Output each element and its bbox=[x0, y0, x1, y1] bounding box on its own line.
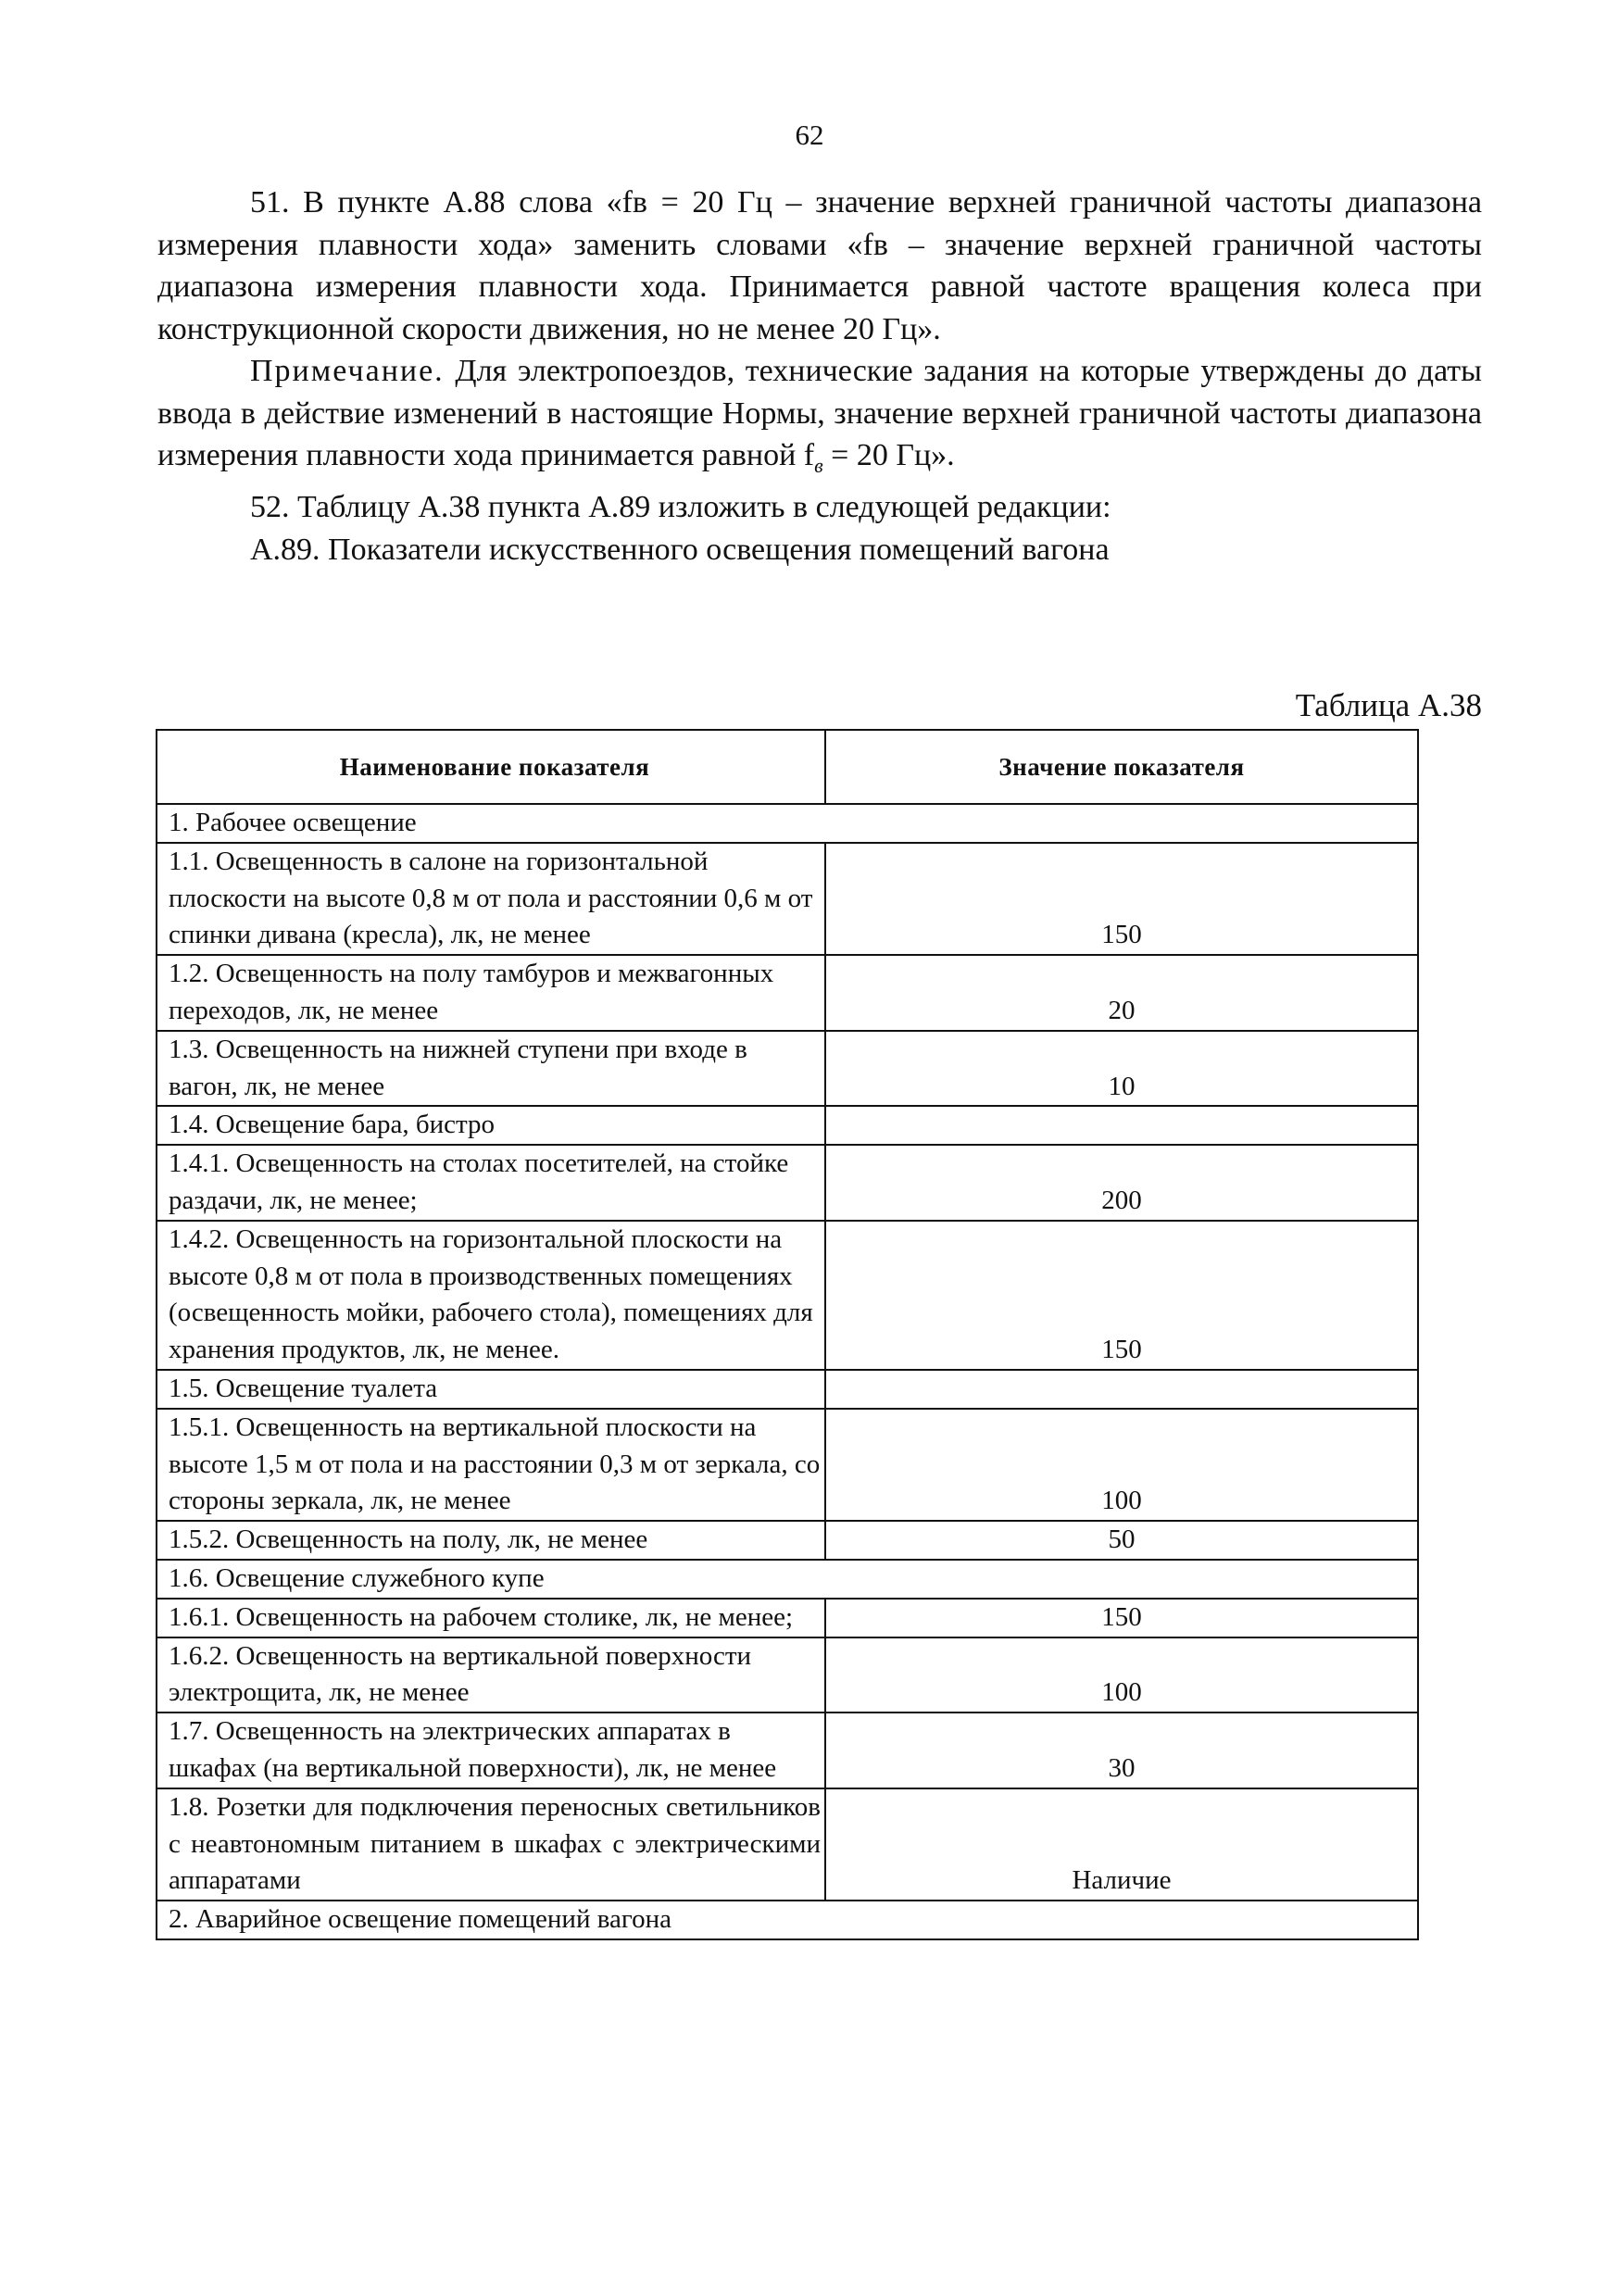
section-cell: 1. Рабочее освещение bbox=[157, 804, 1418, 843]
table-row bbox=[157, 843, 1418, 955]
table-row bbox=[157, 1031, 1418, 1107]
table-row bbox=[157, 1599, 1418, 1637]
paragraph-52: 52. Таблицу А.38 пункта А.89 изложить в следующей редакции: bbox=[250, 490, 1111, 525]
table-header-row bbox=[157, 730, 1418, 804]
paragraph-51: 51. В пункте А.88 слова «fв = 20 Гц – значение верхней граничной частоты диапазона измерения плавности хода» заменить словами «fв – значение верхней граничной частоты диапазона измерения плавности хода. Принимается равной частоте вращения колеса при конструкционной скорости движения, но не менее 20 Гц». bbox=[157, 185, 1482, 346]
table-row bbox=[157, 1145, 1418, 1221]
table-a38 bbox=[156, 729, 1419, 1940]
header-name: Наименование показателя bbox=[157, 730, 825, 804]
indicator-name-cell: 1.5. Освещение туалета bbox=[157, 1370, 825, 1409]
table-row bbox=[157, 1409, 1418, 1521]
indicator-value-cell: 150 bbox=[825, 1221, 1418, 1370]
indicator-value-cell: 20 bbox=[825, 955, 1418, 1031]
table-row bbox=[157, 1521, 1418, 1560]
indicator-value-cell: Наличие bbox=[825, 1788, 1418, 1901]
indicator-value-cell: 10 bbox=[825, 1031, 1418, 1107]
table-row bbox=[157, 1370, 1418, 1409]
indicator-value-cell bbox=[825, 1370, 1418, 1409]
note-subscript: в bbox=[814, 453, 823, 477]
indicator-name-cell: 1.4.1. Освещенность на столах посетителей, на стойке раздачи, лк, не менее; bbox=[157, 1145, 825, 1221]
paragraph-note bbox=[157, 350, 1482, 486]
indicator-name-cell: 1.4. Освещение бара, бистро bbox=[157, 1106, 825, 1145]
indicator-name-cell: 1.7. Освещенность на электрических аппаратах в шкафах (на вертикальной поверхности), лк, не менее bbox=[157, 1713, 825, 1788]
indicator-value-cell: 150 bbox=[825, 1599, 1418, 1637]
note-text: Для электропоездов, технические задания на которые утверждены до даты ввода в действие изменений в настоящие Нормы, значение верхней граничной частоты диапазона измерения плавности хода принимается равной f bbox=[157, 354, 1482, 472]
indicator-name-cell: 1.6.1. Освещенность на рабочем столике, лк, не менее; bbox=[157, 1599, 825, 1637]
note-label: Примечание. bbox=[250, 354, 445, 388]
indicator-name-cell: 1.6.2. Освещенность на вертикальной поверхности электрощита, лк, не менее bbox=[157, 1637, 825, 1713]
table-body bbox=[157, 804, 1418, 1939]
indicator-value-cell: 50 bbox=[825, 1521, 1418, 1560]
table-row bbox=[157, 1637, 1418, 1713]
indicator-value-cell: 30 bbox=[825, 1713, 1418, 1788]
indicator-value-cell bbox=[825, 1106, 1418, 1145]
indicator-name-cell: 1.1. Освещенность в салоне на горизонтальной плоскости на высоте 0,8 м от пола и расстоянии 0,6 м от спинки дивана (кресла), лк, не менее bbox=[157, 843, 825, 955]
table-row bbox=[157, 1560, 1418, 1599]
indicator-name-cell: 1.8. Розетки для подключения переносных светильников с неавтономным питанием в шкафах с электрическими аппаратами bbox=[157, 1788, 825, 1901]
indicator-value-cell: 100 bbox=[825, 1409, 1418, 1521]
table-row bbox=[157, 1106, 1418, 1145]
indicator-value-cell: 200 bbox=[825, 1145, 1418, 1221]
body-text bbox=[157, 182, 1482, 571]
indicator-value-cell: 150 bbox=[825, 843, 1418, 955]
table-row bbox=[157, 1788, 1418, 1901]
note-tail: = 20 Гц». bbox=[822, 438, 955, 472]
page-number: 62 bbox=[795, 119, 824, 151]
table-caption: Таблица А.38 bbox=[1295, 687, 1482, 723]
table-row bbox=[157, 1901, 1418, 1939]
indicator-name-cell: 1.5.1. Освещенность на вертикальной плоскости на высоте 1,5 м от пола и на расстоянии 0,3 м от зеркала, со стороны зеркала, лк, не менее bbox=[157, 1409, 825, 1521]
indicator-name-cell: 1.5.2. Освещенность на полу, лк, не менее bbox=[157, 1521, 825, 1560]
header-value: Значение показателя bbox=[825, 730, 1418, 804]
indicator-value-cell: 100 bbox=[825, 1637, 1418, 1713]
table-row bbox=[157, 1713, 1418, 1788]
a89-title: А.89. Показатели искусственного освещения помещений вагона bbox=[250, 532, 1110, 567]
indicator-name-cell: 1.3. Освещенность на нижней ступени при входе в вагон, лк, не менее bbox=[157, 1031, 825, 1107]
table-row bbox=[157, 804, 1418, 843]
table-row bbox=[157, 955, 1418, 1031]
indicator-name-cell: 1.4.2. Освещенность на горизонтальной плоскости на высоте 0,8 м от пола в производственных помещениях (освещенность мойки, рабочего стола), помещениях для хранения продуктов, лк, не менее. bbox=[157, 1221, 825, 1370]
indicator-name-cell: 1.2. Освещенность на полу тамбуров и межвагонных переходов, лк, не менее bbox=[157, 955, 825, 1031]
table-row bbox=[157, 1221, 1418, 1370]
section-cell: 1.6. Освещение служебного купе bbox=[157, 1560, 1418, 1599]
section-cell: 2. Аварийное освещение помещений вагона bbox=[157, 1901, 1418, 1939]
